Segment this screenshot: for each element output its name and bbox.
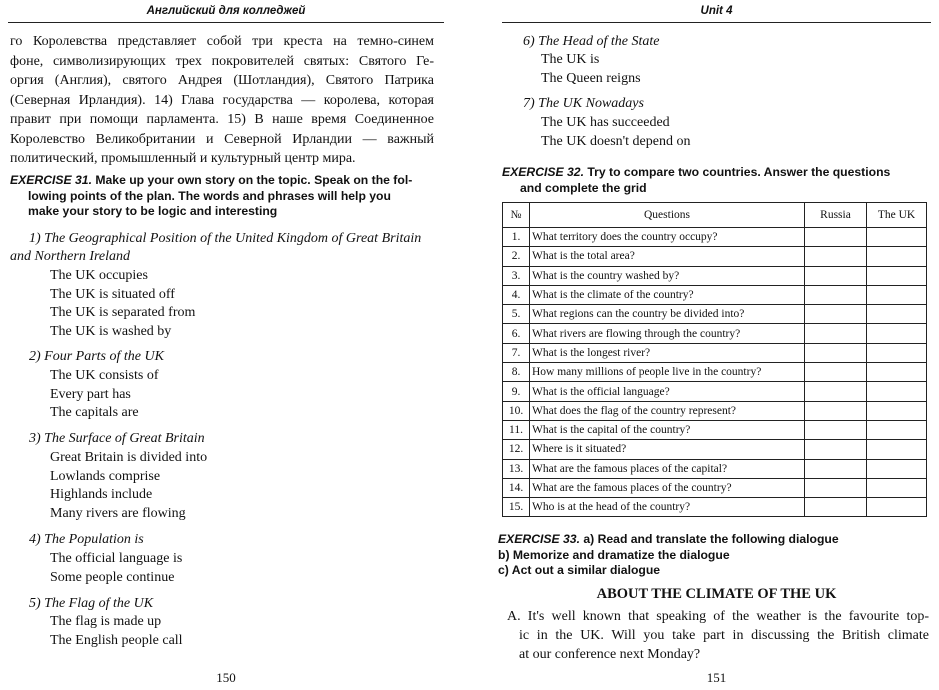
russia-answer-cell[interactable] (805, 459, 867, 478)
exercise-text: Make up your own story on the topic. Speak on the fol- (95, 173, 413, 187)
row-number: 7. (503, 343, 530, 362)
exercise-33 (498, 532, 934, 579)
phrase: The UK is (541, 52, 600, 67)
table-row (503, 266, 927, 285)
table-row (503, 382, 927, 401)
text-line: (Северная Ирландия). 14) Глава государства — королева, которая (10, 92, 434, 108)
column-header-questions: Questions (530, 203, 805, 228)
uk-answer-cell[interactable] (867, 324, 927, 343)
section-title: 4) The Population is (29, 532, 144, 547)
phrase: Every part has (50, 386, 131, 402)
text-line: Королевство Великобритании и Северной Ирландии — важный (10, 131, 434, 147)
running-head: Английский для колледжей (146, 5, 306, 17)
exercise-text: a) Read and translate the following dialogue (583, 532, 839, 546)
phrase-list (50, 613, 183, 650)
russia-answer-cell[interactable] (805, 324, 867, 343)
column-header-number: № (503, 203, 530, 228)
table-row (503, 401, 927, 420)
header-rule (8, 22, 444, 23)
russia-answer-cell[interactable] (805, 498, 867, 517)
dialogue-heading: ABOUT THE CLIMATE OF THE UK (596, 586, 837, 602)
russia-answer-cell[interactable] (805, 478, 867, 497)
phrase-list (50, 367, 159, 423)
text-line: го Королевства представляет собой три креста на темно-синем (10, 34, 434, 49)
question-cell: What are the famous places of the country? (530, 478, 805, 497)
exercise-text: Try to compare two countries. Answer the questions (587, 165, 891, 179)
table-row (503, 459, 927, 478)
question-cell: What is the country washed by? (530, 266, 805, 285)
phrase: The UK is washed by (50, 324, 172, 340)
uk-answer-cell[interactable] (867, 247, 927, 266)
row-number: 15. (503, 498, 530, 517)
left-page (0, 0, 452, 690)
row-number: 14. (503, 478, 530, 497)
question-cell: What is the official language? (530, 382, 805, 401)
phrase: Lowlands comprise (50, 468, 161, 484)
uk-answer-cell[interactable] (867, 228, 927, 247)
russia-answer-cell[interactable] (805, 305, 867, 324)
exercise-32 (502, 165, 934, 196)
table-row (503, 478, 927, 497)
dialogue-line: A. It's well known that speaking of the weather is the favourite top- (507, 609, 929, 624)
table-row (503, 305, 927, 324)
question-cell: What does the flag of the country represent? (530, 401, 805, 420)
russia-answer-cell[interactable] (805, 266, 867, 285)
uk-answer-cell[interactable] (867, 382, 927, 401)
section-title: 7) The UK Nowadays (523, 96, 644, 111)
dialogue-text (507, 607, 929, 664)
uk-answer-cell[interactable] (867, 420, 927, 439)
uk-answer-cell[interactable] (867, 305, 927, 324)
phrase: The English people call (50, 632, 183, 648)
page-number: 151 (706, 670, 727, 685)
russia-answer-cell[interactable] (805, 363, 867, 382)
row-number: 3. (503, 266, 530, 285)
right-page (494, 0, 939, 690)
table-row (503, 324, 927, 343)
phrase: Great Britain is divided into (50, 450, 208, 465)
phrase-list (541, 114, 691, 151)
exercise-label: EXERCISE 32. (502, 165, 584, 179)
row-number: 13. (503, 459, 530, 478)
row-number: 10. (503, 401, 530, 420)
row-number: 11. (503, 420, 530, 439)
exercise-label: EXERCISE 33. (498, 532, 580, 546)
question-cell: What are the famous places of the capital? (530, 459, 805, 478)
question-cell: What is the capital of the country? (530, 420, 805, 439)
phrase-list (50, 550, 182, 587)
exercise-31 (10, 173, 438, 220)
question-cell: How many millions of people live in the country? (530, 363, 805, 382)
phrase: The flag is made up (50, 614, 162, 629)
phrase-list (50, 267, 195, 342)
phrase: Some people continue (50, 569, 175, 585)
phrase: Many rivers are flowing (50, 506, 186, 522)
section-title: 6) The Head of the State (523, 34, 660, 49)
table-row (503, 285, 927, 304)
row-number: 4. (503, 285, 530, 304)
dialogue-line: at our conference next Monday? (519, 647, 701, 662)
phrase: The capitals are (50, 405, 139, 421)
table-row (503, 228, 927, 247)
exercise-label: EXERCISE 31. (10, 173, 92, 187)
table-row (503, 420, 927, 439)
exercise-text: make your story to be logic and interesting (28, 204, 278, 218)
uk-answer-cell[interactable] (867, 363, 927, 382)
uk-answer-cell[interactable] (867, 343, 927, 362)
row-number: 9. (503, 382, 530, 401)
running-head: Unit 4 (700, 5, 733, 17)
table-row (503, 440, 927, 459)
row-number: 6. (503, 324, 530, 343)
phrase: The official language is (50, 551, 183, 566)
section-title: 3) The Surface of Great Britain (29, 431, 205, 446)
table-row (503, 498, 927, 517)
phrase-list (50, 449, 207, 524)
table-row (503, 247, 927, 266)
table-row (503, 343, 927, 362)
uk-answer-cell[interactable] (867, 285, 927, 304)
uk-answer-cell[interactable] (867, 440, 927, 459)
text-line: политический, промышленный и культурный центр мира. (10, 151, 356, 166)
uk-answer-cell[interactable] (867, 498, 927, 517)
comparison-grid (502, 202, 927, 517)
section-title: 1) The Geographical Position of the United Kingdom of Great Britain (29, 231, 422, 246)
phrase: The Queen reigns (541, 70, 641, 86)
uk-answer-cell[interactable] (867, 478, 927, 497)
phrase-list (541, 51, 641, 88)
russia-answer-cell[interactable] (805, 382, 867, 401)
intro-paragraph (10, 32, 434, 169)
section-title: 5) The Flag of the UK (29, 596, 154, 611)
phrase: The UK occupies (50, 268, 148, 283)
uk-answer-cell[interactable] (867, 266, 927, 285)
question-cell: What regions can the country be divided into? (530, 305, 805, 324)
uk-answer-cell[interactable] (867, 459, 927, 478)
russia-answer-cell[interactable] (805, 420, 867, 439)
dialogue-line: ic in the UK. Will you take part in discussing the British climate (519, 628, 929, 643)
phrase: The UK has succeeded (541, 115, 670, 130)
column-header-uk: The UK (867, 203, 927, 228)
exercise-text: c) Act out a similar dialogue (498, 563, 661, 577)
page-number: 150 (216, 670, 236, 685)
russia-answer-cell[interactable] (805, 228, 867, 247)
question-cell: What is the total area? (530, 247, 805, 266)
question-cell: Who is at the head of the country? (530, 498, 805, 517)
text-line: правит при помощи парламента. 15) В наше время Соединенное (10, 112, 434, 127)
row-number: 2. (503, 247, 530, 266)
row-number: 1. (503, 228, 530, 247)
russia-answer-cell[interactable] (805, 440, 867, 459)
russia-answer-cell[interactable] (805, 285, 867, 304)
row-number: 5. (503, 305, 530, 324)
question-cell: What rivers are flowing through the country? (530, 324, 805, 343)
table-row (503, 363, 927, 382)
section-title: 2) Four Parts of the UK (29, 349, 164, 364)
row-number: 8. (503, 363, 530, 382)
question-cell: What territory does the country occupy? (530, 228, 805, 247)
column-header-russia: Russia (805, 203, 867, 228)
phrase: The UK doesn't depend on (541, 133, 691, 149)
uk-answer-cell[interactable] (867, 401, 927, 420)
table-body (503, 228, 927, 517)
russia-answer-cell[interactable] (805, 247, 867, 266)
text-line: фоне, символизирующих трех покровителей святых: Святого Ге- (10, 53, 434, 69)
russia-answer-cell[interactable] (805, 343, 867, 362)
phrase: The UK consists of (50, 368, 159, 383)
question-cell: Where is it situated? (530, 440, 805, 459)
section-title: and Northern Ireland (10, 249, 131, 264)
phrase: The UK is situated off (50, 286, 175, 302)
phrase: The UK is separated from (50, 305, 196, 321)
exercise-text: lowing points of the plan. The words and phrases will help you (28, 188, 391, 203)
text-line: оргия (Англия), святого Андрея (Шотландия), Святого Патрика (10, 73, 434, 88)
question-cell: What is the longest river? (530, 343, 805, 362)
table-header-row (503, 203, 927, 228)
header-rule (502, 22, 931, 23)
exercise-text: b) Memorize and dramatize the dialogue (498, 547, 730, 562)
question-cell: What is the climate of the country? (530, 285, 805, 304)
row-number: 12. (503, 440, 530, 459)
russia-answer-cell[interactable] (805, 401, 867, 420)
phrase: Highlands include (50, 487, 153, 503)
exercise-text: and complete the grid (520, 180, 647, 195)
